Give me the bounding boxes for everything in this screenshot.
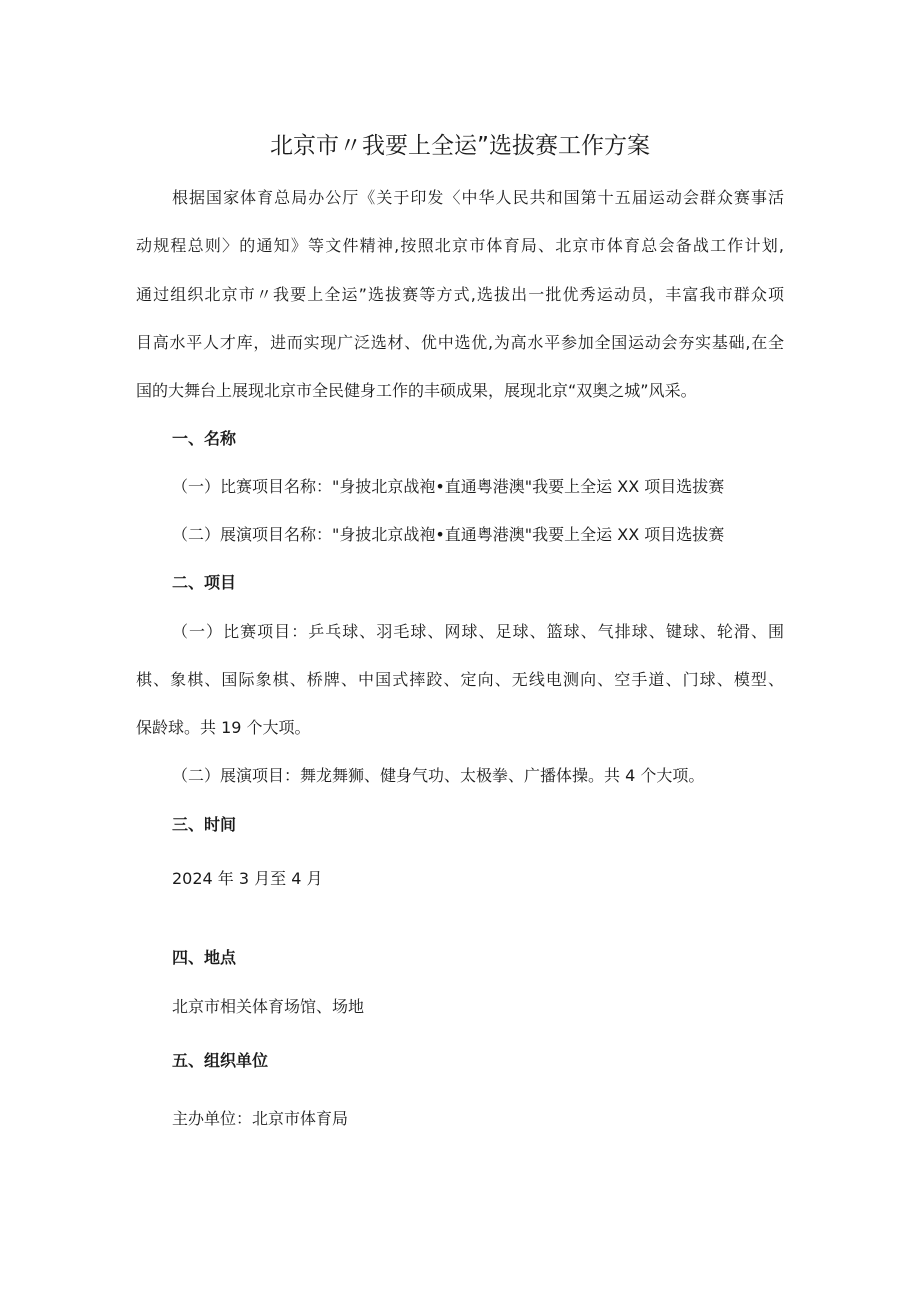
section-heading-name: 一、名称	[172, 429, 237, 448]
section-heading-time: 三、时间	[172, 815, 237, 834]
section1-item-2: （二）展演项目名称："身披北京战袍•直通粤港澳"我要上全运 XX 项目选拔赛	[172, 525, 725, 544]
section2-item1-line-1: （一）比赛项目：乒乓球、羽毛球、网球、足球、篮球、气排球、键球、轮滑、围	[172, 622, 784, 641]
intro-line-1: 根据国家体育总局办公厅《关于印发〈中华人民共和国第十五届运动会群众赛事活	[172, 188, 784, 207]
intro-line-2: 动规程总则〉的通知》等文件精神,按照北京市体育局、北京市体育总会备战工作计划,	[136, 236, 784, 255]
section1-item-1: （一）比赛项目名称："身披北京战袍•直通粤港澳"我要上全运 XX 项目选拔赛	[172, 477, 725, 496]
document-title: 北京市〃我要上全运”选拔赛工作方案	[270, 133, 650, 159]
section5-content: 主办单位：北京市体育局	[172, 1109, 349, 1128]
section-heading-events: 二、项目	[172, 573, 237, 592]
intro-line-3: 通过组织北京市〃我要上全运”选拔赛等方式,选拔出一批优秀运动员，丰富我市群众项	[136, 285, 784, 304]
intro-line-4: 目高水平人才库，进而实现广泛选材、优中选优,为高水平参加全国运动会夯实基础,在全	[136, 333, 784, 352]
section-heading-location: 四、地点	[172, 948, 237, 967]
section2-item1-line-3: 保龄球。共 19 个大项。	[136, 718, 311, 737]
section3-content: 2024 年 3 月至 4 月	[172, 869, 323, 888]
section-heading-organizers: 五、组织单位	[172, 1051, 269, 1070]
intro-line-5: 国的大舞台上展现北京市全民健身工作的丰硕成果，展现北京“双奥之城”风采。	[136, 381, 697, 400]
section2-item1-line-2: 棋、象棋、国际象棋、桥牌、中国式摔跤、定向、无线电测向、空手道、门球、模型、	[136, 670, 784, 689]
section4-content: 北京市相关体育场馆、场地	[172, 997, 365, 1016]
section2-item-2: （二）展演项目：舞龙舞狮、健身气功、太极拳、广播体操。共 4 个大项。	[172, 766, 705, 785]
